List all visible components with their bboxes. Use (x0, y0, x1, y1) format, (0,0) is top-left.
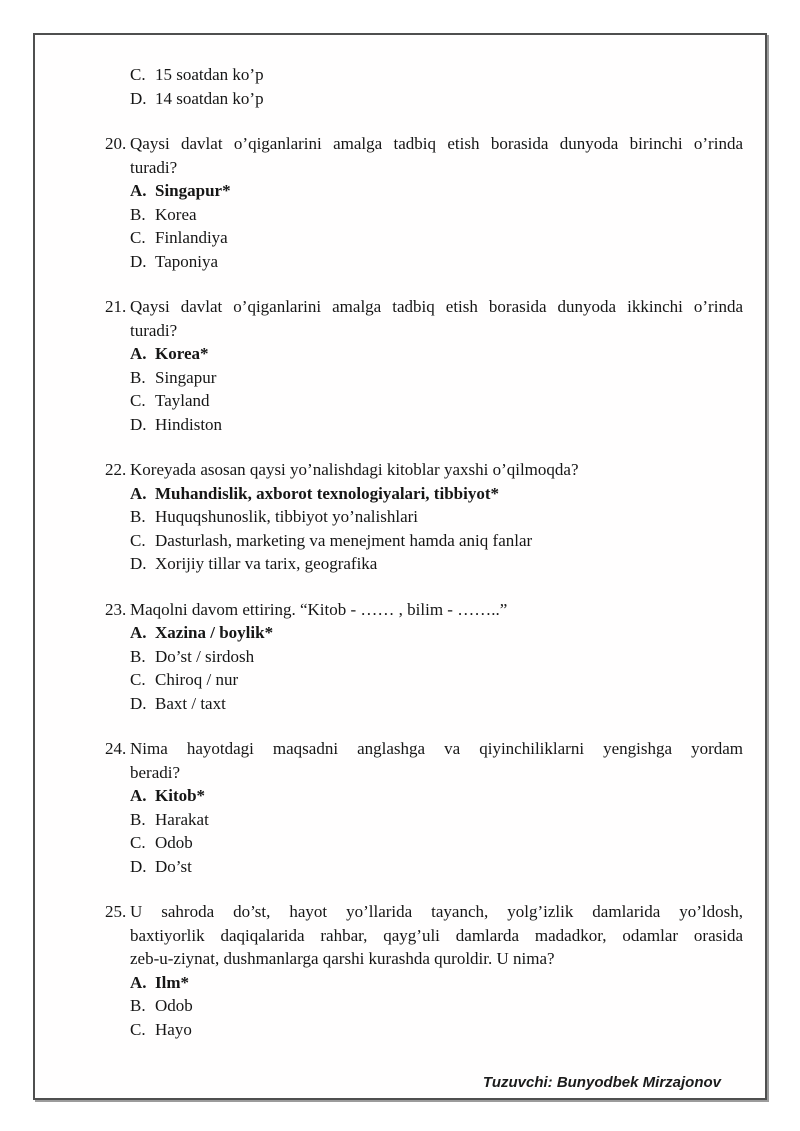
question-21 (35, 295, 743, 436)
option-text: Huquqshunoslik, tibbiyot yo’nalishlari (155, 507, 419, 526)
option-text: Odob (155, 996, 193, 1015)
option-letter: B. (130, 996, 146, 1015)
answer-option (130, 971, 743, 995)
footer-credit: Tuzuvchi: Bunyodbek Mirzajonov (482, 1074, 721, 1091)
option-letter: A. (130, 344, 147, 363)
answer-option (130, 505, 743, 529)
leading-options (35, 63, 743, 110)
option-text: Korea (155, 204, 197, 224)
option-letter: D. (130, 554, 147, 573)
answer-option (130, 831, 743, 855)
option-text: Harakat (155, 809, 209, 829)
option-text: Singapur* (155, 181, 231, 200)
answer-option (130, 645, 743, 669)
option-letter: C. (130, 670, 146, 689)
answer-option (130, 63, 743, 87)
question-number: 20. (105, 134, 127, 153)
option-letter: A. (130, 623, 147, 642)
question-22 (35, 458, 743, 576)
option-letter: D. (130, 88, 147, 108)
option-letter: C. (130, 833, 146, 852)
option-text: Dasturlash, marketing va menejment hamda aniq fanlar (155, 530, 533, 550)
question-text (105, 295, 743, 342)
question-text (105, 900, 743, 971)
option-letter: D. (130, 414, 147, 434)
answer-option (130, 692, 743, 716)
option-text: Kitob* (155, 786, 206, 805)
option-text: Finlandiya (155, 228, 228, 247)
option-letter: D. (130, 856, 147, 876)
question-24 (35, 737, 743, 878)
question-text-line: Nima hayotdagi maqsadni anglashga va qiyinchiliklarni yengishga yordam (130, 739, 743, 758)
question-text (105, 132, 743, 179)
option-letter: A. (130, 483, 147, 503)
question-text-line: baxtiyorlik daqiqalarida rahbar, qayg’uli damlarda madadkor, odamlar orasida (130, 925, 743, 945)
question-text-line: Qaysi davlat o’qiganlarini amalga tadbiq etish borasida dunyoda birinchi o’rinda (130, 134, 743, 153)
question-text-line: turadi? (130, 157, 178, 177)
option-text: Odob (155, 833, 193, 852)
option-text: Hindiston (155, 414, 223, 434)
question-text-line: Koreyada asosan qaysi yo’nalishdagi kitoblar yaxshi o’qilmoqda? (130, 460, 579, 479)
document-page-frame (33, 33, 767, 1100)
option-letter: B. (130, 809, 146, 829)
option-letter: D. (130, 693, 147, 713)
answer-option (130, 87, 743, 111)
question-text (105, 737, 743, 784)
answer-option (130, 413, 743, 437)
option-text: Do’st (155, 856, 192, 876)
answer-option (130, 482, 743, 506)
answer-option (130, 668, 743, 692)
option-letter: B. (130, 507, 146, 526)
option-text: Korea* (155, 344, 209, 363)
option-text: Chiroq / nur (155, 670, 239, 689)
option-letter: A. (130, 972, 147, 992)
answer-option (130, 529, 743, 553)
option-text: Tayland (155, 391, 210, 410)
option-letter: A. (130, 181, 147, 200)
answer-option (130, 994, 743, 1018)
answer-option (130, 342, 743, 366)
option-text: 14 soatdan ko’p (155, 88, 264, 108)
question-text (105, 458, 743, 482)
option-text: Singapur (155, 367, 217, 387)
answer-option (130, 784, 743, 808)
answer-option (130, 808, 743, 832)
option-letter: C. (130, 228, 146, 247)
option-text: Ilm* (155, 972, 189, 992)
answer-option (130, 366, 743, 390)
option-letter: B. (130, 367, 146, 387)
option-letter: B. (130, 646, 146, 666)
answer-option (130, 250, 743, 274)
question-number: 25. (105, 902, 127, 921)
answer-option (130, 203, 743, 227)
question-number: 24. (105, 739, 127, 758)
option-text: Baxt / taxt (155, 693, 226, 713)
question-text-line: Qaysi davlat o’qiganlarini amalga tadbiq etish borasida dunyoda ikkinchi o’rinda (130, 297, 743, 316)
answer-option (130, 389, 743, 413)
question-text (105, 598, 743, 622)
option-text: Muhandislik, axborot texnologiyalari, tibbiyot* (155, 483, 499, 503)
option-text: Hayo (155, 1019, 192, 1039)
question-text-line: zeb-u-ziynat, dushmanlarga qarshi kurashda quroldir. U nima? (130, 949, 555, 968)
answer-option (130, 552, 743, 576)
question-23 (35, 598, 743, 716)
question-20 (35, 132, 743, 273)
question-number: 21. (105, 297, 127, 316)
question-text-line: turadi? (130, 320, 178, 340)
option-text: Taponiya (155, 251, 219, 271)
question-text-line: beradi? (130, 762, 181, 782)
option-letter: C. (130, 65, 146, 84)
option-letter: C. (130, 1019, 146, 1039)
answer-option (130, 226, 743, 250)
option-letter: C. (130, 530, 146, 550)
question-number: 22. (105, 460, 127, 479)
option-text: 15 soatdan ko’p (155, 65, 264, 84)
question-text-line: Maqolni davom ettiring. “Kitob - …… , bilim - ……..” (130, 599, 508, 619)
answer-option (130, 1018, 743, 1042)
question-text-line: U sahroda do’st, hayot yo’llarida tayanch, yolg’izlik damlarida yo’ldosh, (130, 902, 743, 921)
document-content (35, 35, 765, 1095)
answer-option (130, 179, 743, 203)
answer-option (130, 855, 743, 879)
option-letter: D. (130, 251, 147, 271)
question-number: 23. (105, 599, 127, 619)
option-text: Xorijiy tillar va tarix, geografika (155, 554, 378, 573)
option-letter: C. (130, 391, 146, 410)
questions (35, 132, 743, 1041)
option-letter: A. (130, 786, 147, 805)
option-text: Do’st / sirdosh (155, 646, 255, 666)
option-text: Xazina / boylik* (155, 623, 274, 642)
question-25 (35, 900, 743, 1041)
answer-option (130, 621, 743, 645)
option-letter: B. (130, 204, 146, 224)
